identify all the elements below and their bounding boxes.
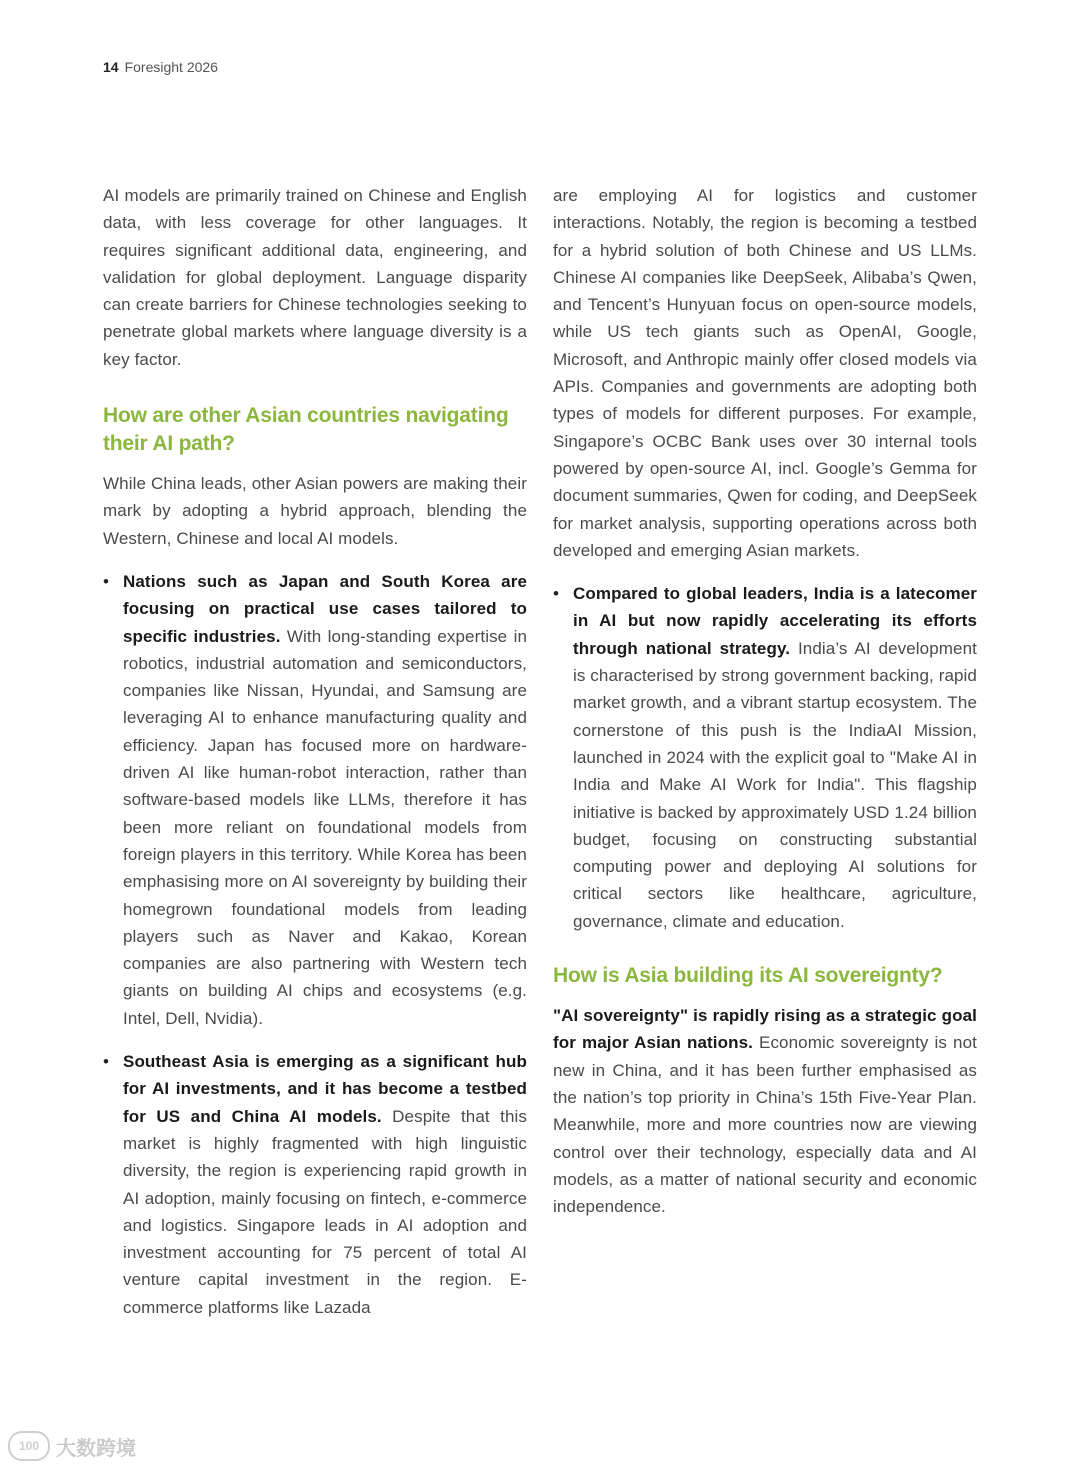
watermark xyxy=(8,1431,136,1461)
sovereignty-paragraph xyxy=(553,1002,977,1220)
paragraph-lead: "AI sovereignty" is rapidly rising as a strategic goal for major Asian nations. xyxy=(553,1006,977,1053)
bullet-list xyxy=(103,568,527,1321)
bullet-body: Despite that this market is highly fragmented with high linguistic diversity, the region is experiencing rapid growth in AI adoption, mainly focusing on fintech, e-commerce and logistics. Singapore leads in AI adoption and investment accounting for 75 percent of total AI venture capital investment in the region. E-commerce platforms like Lazada xyxy=(123,1106,528,1317)
bullet-lead: Compared to global leaders, India is a latecomer in AI but now rapidly accelerating its efforts through national strategy. xyxy=(573,584,977,658)
list-item xyxy=(103,568,527,1032)
bullet-lead: Nations such as Japan and South Korea are focusing on practical use cases tailored to specific industries. xyxy=(123,571,527,646)
bullet-lead: Southeast Asia is emerging as a significant hub for AI investments, and it has become a testbed for US and China AI models. xyxy=(123,1052,527,1126)
watermark-logo-icon: 100 xyxy=(8,1431,50,1461)
bullet-body: India’s AI development is characterised by strong government backing, rapid market growth, and a vibrant startup ecosystem. The cornerstone of this push is the IndiaAI Mission, launched in 2024 with the explicit goal to "Make AI in India and Make AI Work for India". This flagship initiative is backed by approximately USD 1.24 billion budget, focusing on constructing substantial computing power and deploying AI solutions for critical sectors like healthcare, agriculture, governance, climate and education. xyxy=(573,638,977,931)
section-heading-asian-countries: How are other Asian countries navigating their AI path? xyxy=(103,404,509,456)
bullet-list xyxy=(553,580,977,935)
section-heading-ai-sovereignty: How is Asia building its AI sovereignty? xyxy=(553,964,943,988)
watermark-text: 大数跨境 xyxy=(56,1437,136,1460)
list-item xyxy=(553,580,977,935)
intro-paragraph: AI models are primarily trained on Chinese and English data, with less coverage for other languages. It requires significant additional data, engineering, and validation for global deployment. Language disparity can create barriers for Chinese technologies seeking to penetrate global markets where language diversity is a key factor. xyxy=(103,186,527,369)
bullet-body: With long-standing expertise in robotics, industrial automation and semiconductors, companies like Nissan, Hyundai, and Samsung are leveraging AI to enhance manufacturing quality and efficiency. Japan has focused more on hardware-driven AI like human-robot interaction, rather than software-based models like LLMs, therefore it has been more reliant on foundational models from foreign players in this territory. While Korea has been emphasising more on AI sovereignty by building their homegrown foundational models from leading players such as Naver and Kakao, Korean companies are also partnering with Western tech giants on building AI chips and ecosystems (e.g. Intel, Dell, Nvidia). xyxy=(123,626,527,1028)
page-number: 14 xyxy=(103,59,119,75)
continued-paragraph: are employing AI for logistics and customer interactions. Notably, the region is becoming a testbed for a hybrid solution of both Chinese and US LLMs. Chinese AI companies like DeepSeek, Alibaba’s Qwen, and Tencent’s Hunyuan focus on open-source models, while US tech giants such as OpenAI, Google, Microsoft, and Anthropic mainly offer closed models via APIs. Companies and governments are adopting both types of models for different purposes. For example, Singapore’s OCBC Bank uses over 30 internal tools powered by open-source AI, incl. Google’s Gemma for document summaries, Qwen for coding, and DeepSeek for market analysis, supporting operations across both developed and emerging Asian markets. xyxy=(553,186,977,560)
publication-title: Foresight 2026 xyxy=(124,59,218,75)
paragraph-body: Economic sovereignty is not new in China, and it has been further emphasised as the nation’s top priority in China’s 15th Five-Year Plan. Meanwhile, more and more countries now are viewing control over their technology, especially data and AI models, as a matter of national security and economic independence. xyxy=(553,1033,977,1217)
section-intro: While China leads, other Asian powers are making their mark by adopting a hybrid approach, blending the Western, Chinese and local AI models. xyxy=(103,474,527,548)
right-column xyxy=(553,182,977,1220)
list-item xyxy=(103,1048,527,1321)
left-column xyxy=(103,182,527,1321)
page-header xyxy=(103,59,218,75)
